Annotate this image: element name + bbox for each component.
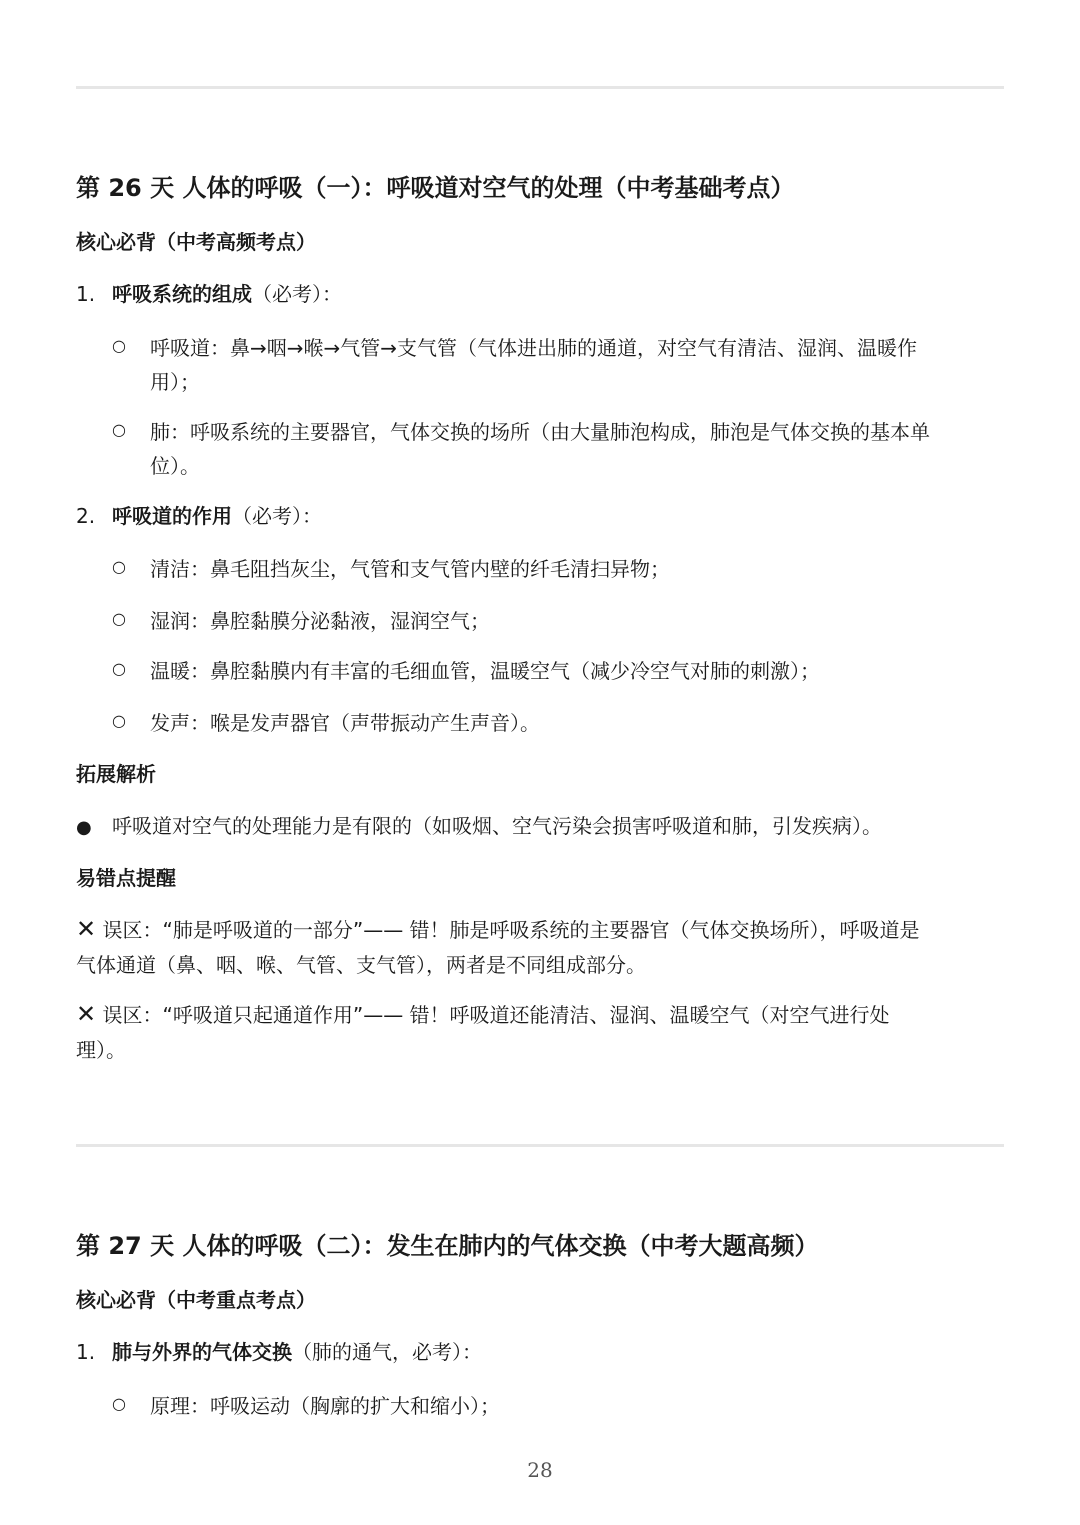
page-number: 28 — [527, 1458, 553, 1482]
day26-item1-sub1-cont: 用）； — [150, 370, 200, 394]
day26-error1-cont: 气体通道（鼻、咽、喉、气管、支气管），两者是不同组成部分。 — [76, 953, 646, 977]
sub-text: 原理：呼吸运动（胸廓的扩大和缩小）； — [150, 1394, 500, 1418]
hollow-bullet-icon: ○ — [112, 557, 126, 576]
error-text: 误区：“肺是呼吸道的一部分”—— 错！肺是呼吸系统的主要器官（气体交换场所），呼吸道是 — [102, 918, 920, 942]
item-note: （肺的通气，必考）： — [292, 1340, 482, 1364]
sub-text: 发声：喉是发声器官（声带振动产生声音）。 — [150, 711, 540, 735]
hollow-bullet-icon: ○ — [112, 1394, 126, 1413]
day26-core-heading: 核心必背（中考高频考点） — [76, 230, 316, 254]
day26-error2-cont: 理）。 — [76, 1038, 126, 1062]
sub-text: 呼吸道：鼻→咽→喉→气管→支气管（气体进出肺的通道，对空气有清洁、湿润、温暖作 — [150, 336, 918, 360]
hollow-bullet-icon: ○ — [112, 659, 126, 678]
item-number: 1. — [76, 1340, 96, 1364]
day26-extend-bullet — [76, 808, 882, 846]
item-label: 呼吸道的作用 — [112, 504, 232, 528]
bullet-text: 呼吸道对空气的处理能力是有限的（如吸烟、空气污染会损害呼吸道和肺，引发疾病）。 — [112, 814, 882, 838]
hollow-bullet-icon: ○ — [112, 609, 126, 628]
day26-error1 — [76, 911, 920, 948]
item-note: （必考）： — [252, 282, 342, 306]
top-divider — [76, 86, 1004, 89]
day26-item2-sub — [112, 549, 670, 587]
hollow-bullet-icon: ○ — [112, 711, 126, 730]
bullet-icon: ● — [76, 817, 92, 838]
day27-core-heading: 核心必背（中考重点考点） — [76, 1288, 316, 1312]
day26-item1-sub2 — [112, 412, 930, 450]
day26-item2-sub — [112, 601, 490, 639]
item-number: 1. — [76, 282, 96, 306]
day26-title: 第 26 天 人体的呼吸（一）：呼吸道对空气的处理（中考基础考点） — [76, 174, 795, 202]
sub-text: 肺：呼吸系统的主要器官，气体交换的场所（由大量肺泡构成，肺泡是气体交换的基本单 — [150, 420, 930, 444]
day27-item1-sub1 — [112, 1386, 500, 1424]
item-note: （必考）： — [232, 504, 322, 528]
cross-icon: ✕ — [76, 915, 97, 943]
day27-item1 — [76, 1334, 482, 1370]
hollow-bullet-icon: ○ — [112, 336, 126, 355]
item-number: 2. — [76, 504, 96, 528]
day26-item1 — [76, 276, 342, 312]
sub-text: 清洁：鼻毛阻挡灰尘，气管和支气管内壁的纤毛清扫异物； — [150, 557, 670, 581]
day26-error2 — [76, 996, 890, 1033]
day26-item1-sub2-cont: 位）。 — [150, 454, 200, 478]
day26-item2 — [76, 498, 322, 534]
day26-error-heading: 易错点提醒 — [76, 866, 176, 890]
day26-item2-sub — [112, 651, 820, 689]
day27-title: 第 27 天 人体的呼吸（二）：发生在肺内的气体交换（中考大题高频） — [76, 1232, 819, 1260]
section-divider — [76, 1144, 1004, 1147]
hollow-bullet-icon: ○ — [112, 420, 126, 439]
day26-item1-sub1 — [112, 328, 917, 366]
day26-item2-sub — [112, 703, 540, 741]
item-label: 肺与外界的气体交换 — [112, 1340, 292, 1364]
cross-icon: ✕ — [76, 1000, 97, 1028]
error-text: 误区：“呼吸道只起通道作用”—— 错！呼吸道还能清洁、湿润、温暖空气（对空气进行处 — [102, 1003, 890, 1027]
sub-text: 湿润：鼻腔黏膜分泌黏液，湿润空气； — [150, 609, 490, 633]
sub-text: 温暖：鼻腔黏膜内有丰富的毛细血管，温暖空气（减少冷空气对肺的刺激）； — [150, 659, 820, 683]
item-label: 呼吸系统的组成 — [112, 282, 252, 306]
day26-extend-heading: 拓展解析 — [76, 762, 156, 786]
